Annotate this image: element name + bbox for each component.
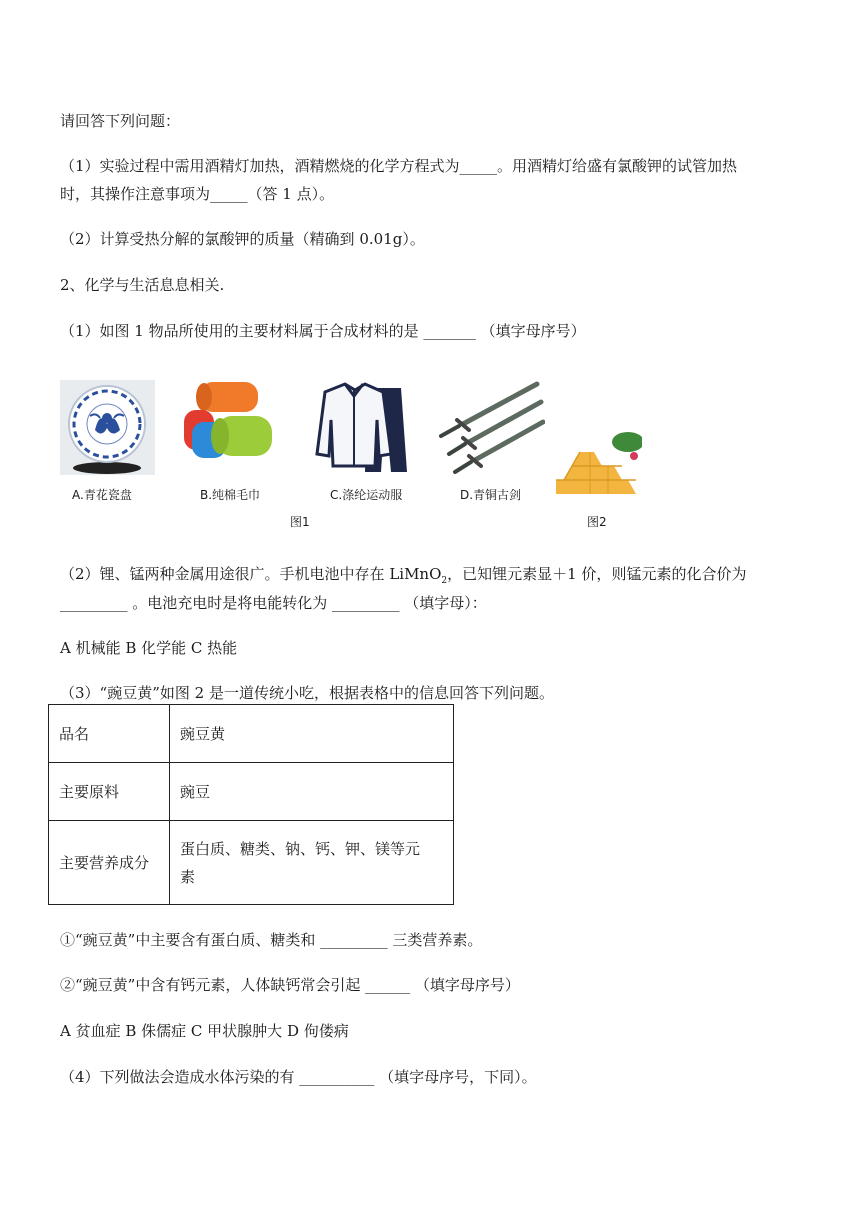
q2-part3-item2: ②“豌豆黄”中含有钙元素，人体缺钙常会引起 ______ （填字母序号）: [60, 976, 520, 994]
caption-b: B.纯棉毛巾: [200, 488, 261, 502]
q2-part3: （3）“豌豆黄”如图 2 是一道传统小吃，根据表格中的信息回答下列问题。: [60, 684, 554, 702]
sportswear-image: [305, 380, 411, 476]
table-value-cell: [170, 821, 454, 905]
figure1-label: 图1: [290, 515, 310, 529]
q2-part2-line2: _________ 。电池充电时是将电能转化为 _________ （填字母）：: [60, 594, 487, 612]
intro-text: 请回答下列问题：: [60, 112, 181, 130]
q2-part1: （1）如图 1 物品所使用的主要材料属于合成材料的是 _______ （填字母序号）: [60, 322, 586, 340]
table-row: [49, 705, 454, 763]
q1-part1-line1: （1）实验过程中需用酒精灯加热，酒精燃烧的化学方程式为_____。用酒精灯给盛有氯酸钾的试管加热: [60, 157, 738, 175]
table-label-cell: 主要原料: [49, 763, 170, 821]
porcelain-plate-image: [60, 380, 155, 475]
table-value-cell: 豌豆黄: [170, 705, 454, 763]
q1-part2: （2）计算受热分解的氯酸钾的质量（精确到 0.01g）。: [60, 230, 425, 248]
q2-part2-options: A 机械能 B 化学能 C 热能: [60, 639, 238, 657]
towels-image: [182, 380, 274, 472]
formula-subscript: 2: [441, 576, 448, 586]
q2-part2-pre: （2）锂、锰两种金属用途很广。手机电池中存在 LiMnO: [60, 565, 442, 583]
caption-d: D.青铜古剑: [460, 488, 522, 502]
q1-part1-line2: 时，其操作注意事项为_____（答 1 点）。: [60, 185, 335, 203]
table-value-cell: 豌豆: [170, 763, 454, 821]
q2-title: 2、化学与生活息息相关.: [60, 276, 225, 294]
figure2-label: 图2: [587, 515, 607, 529]
q2-part4: （4）下列做法会造成水体污染的有 __________ （填字母序号，下同）。: [60, 1068, 537, 1086]
figure-row: [60, 380, 660, 530]
q2-part3-item1: ①“豌豆黄”中主要含有蛋白质、糖类和 _________ 三类营养素。: [60, 931, 483, 949]
table-label-cell: 主要营养成分: [49, 821, 170, 905]
pea-cake-image: [550, 428, 642, 498]
table-value-line2: 素: [180, 867, 196, 886]
table-row: [49, 763, 454, 821]
q2-part2-post: ，已知锂元素显＋1 价，则锰元素的化合价为: [447, 565, 747, 583]
q2-part2-line1: [60, 563, 746, 586]
q2-part3-options: A 贫血症 B 侏儒症 C 甲状腺肿大 D 佝偻病: [60, 1022, 349, 1040]
caption-c: C.涤纶运动服: [330, 488, 403, 502]
table-row: [49, 821, 454, 905]
info-table: [48, 704, 454, 905]
table-label-cell: 品名: [49, 705, 170, 763]
table-value-line1: 蛋白质、糖类、钠、钙、钾、镁等元: [180, 839, 421, 858]
bronze-swords-image: [435, 380, 545, 476]
caption-a: A.青花瓷盘: [72, 488, 132, 502]
